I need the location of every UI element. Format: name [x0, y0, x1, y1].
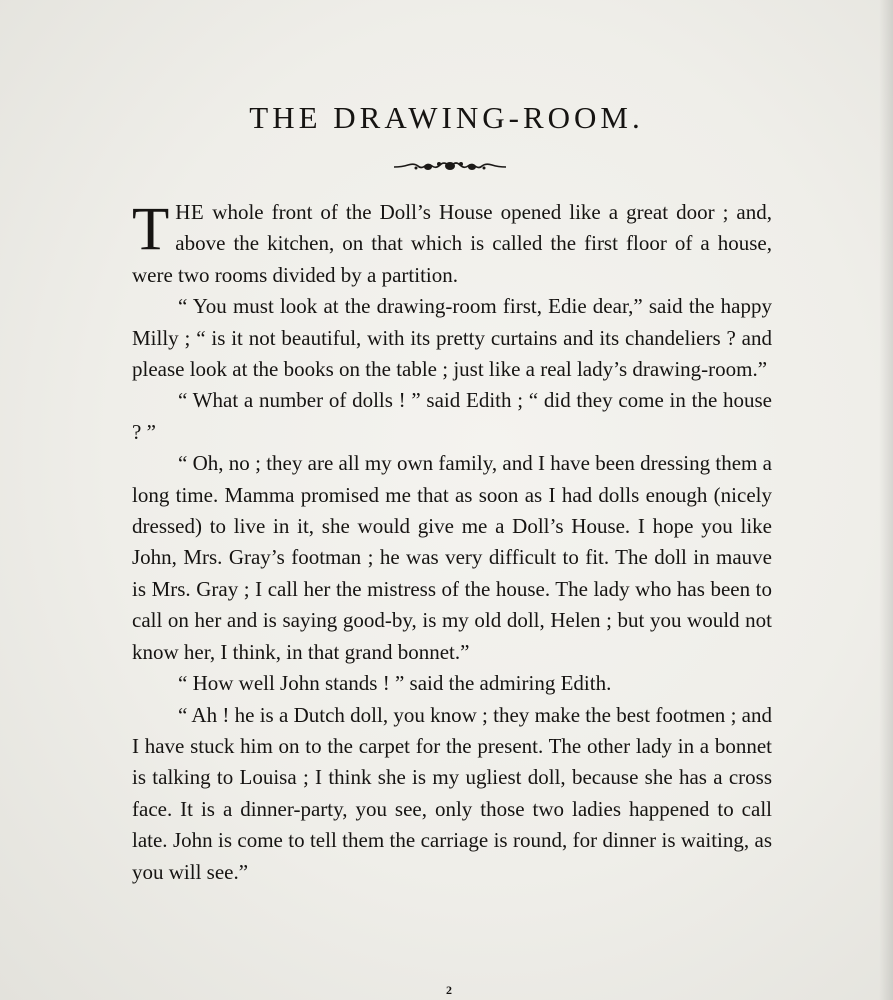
- page-edge-shadow: [879, 0, 893, 1000]
- chapter-body: [132, 197, 772, 888]
- paragraph-1: [132, 197, 772, 291]
- paragraph-6: “ Ah ! he is a Dutch doll, you know ; they make the best footmen ; and I have stuck him on to the carpet for the present. The other lady in a bonnet is talking to Louisa ; I think she is my ugliest doll, because she has a cross face. It is a dinner-party, you see, only those two ladies happened to call late. John is come to tell them the carriage is round, for dinner is waiting, as you will see.”: [132, 702, 772, 884]
- paragraph-4: “ Oh, no ; they are all my own family, and I have been dressing them a long time. Mamma promised me that as soon as I had dolls enough (nicely dressed) to live in it, she would give me a Doll’s House. I hope you like John, Mrs. Gray’s footman ; he was very difficult to fit. The doll in mauve is Mrs. Gray ; I call her the mistress of the house. The lady who has been to call on her and is saying good-by, is my old doll, Helen ; but you would not know her, I think, in that grand bonnet.”: [132, 451, 772, 664]
- drop-cap-continuation: HE: [175, 200, 205, 224]
- paragraph-5: “ How well John stands ! ” said the admiring Edith.: [178, 671, 612, 696]
- paragraph-3: “ What a number of dolls ! ” said Edith ; “ did they come in the house ? ”: [132, 388, 772, 444]
- page-number: 2: [446, 983, 452, 997]
- chapter-title: THE DRAWING-ROOM.: [249, 100, 644, 135]
- paragraph-2: “ You must look at the drawing-room first, Edie dear,” said the happy Milly ; “ is it not beautiful, with its pretty curtains and its chandeliers ? and please look at the books on the table ; just like a real lady’s drawing-room.”: [132, 294, 772, 382]
- paragraph-1-text: whole front of the Doll’s House opened like a great door ; and, above the kitchen, on that which is called the first floor of a house, were two rooms divided by a partition.: [132, 200, 772, 287]
- drop-cap: T: [132, 196, 170, 263]
- ornament-flourish-icon: [392, 158, 508, 174]
